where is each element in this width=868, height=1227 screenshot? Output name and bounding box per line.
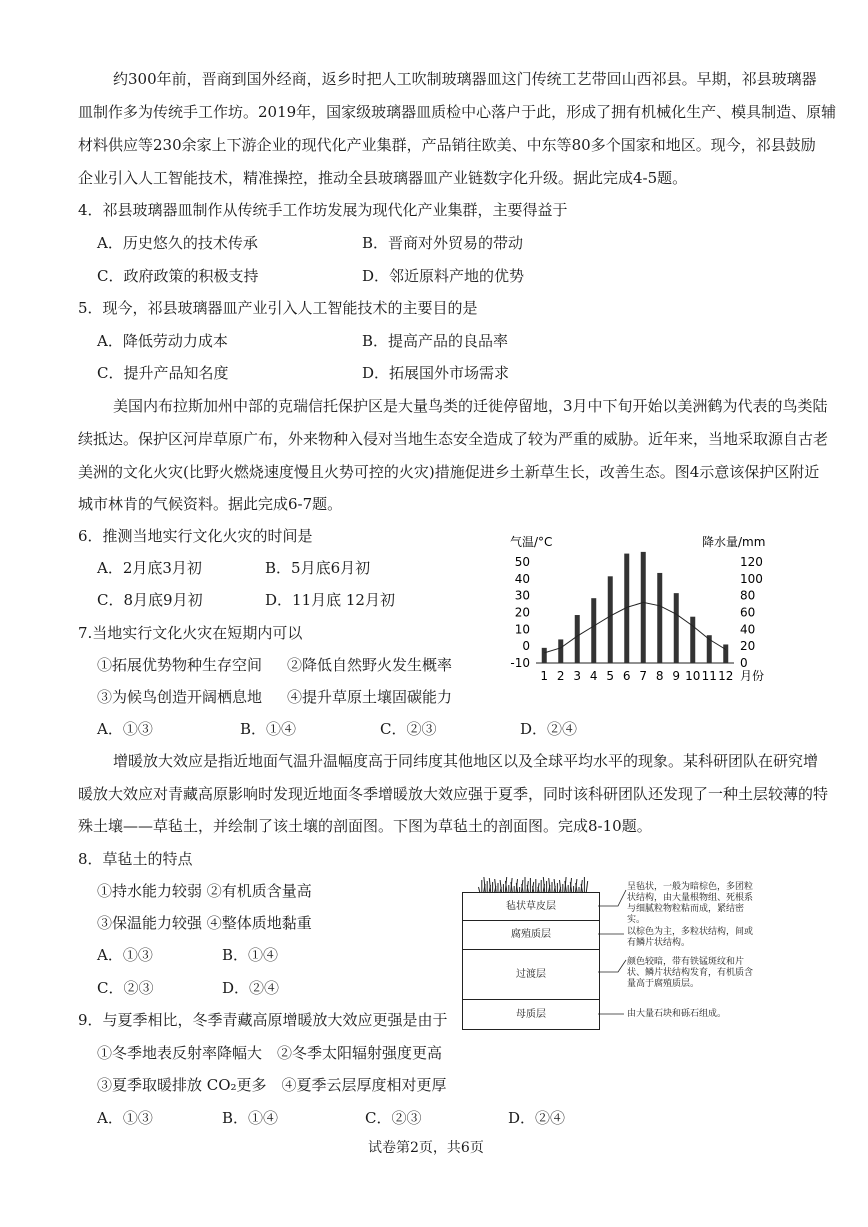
soil-note-turf: 呈毡状，一般为暗棕色，多团粒状结构，由大量根物组、死根系与细腻粒物粒粘而成，紧结密实。 (627, 882, 754, 925)
month-label: 9 (672, 669, 681, 683)
month-label: 6 (622, 669, 631, 683)
q6-option-d[interactable]: D．11月底 12月初 (265, 591, 395, 609)
month-label: 8 (655, 669, 664, 683)
q8-option-d[interactable]: D．②④ (222, 979, 280, 997)
q8-option-b[interactable]: B．①④ (222, 946, 279, 964)
q4-option-a[interactable]: A．历史悠久的技术传承 (97, 234, 258, 252)
precip-bar-12 (723, 644, 728, 663)
precip-bar-8 (657, 573, 662, 663)
q9-option-b[interactable]: B．①④ (222, 1109, 279, 1127)
precip-bar-4 (591, 598, 596, 663)
q4-option-c[interactable]: C．政府政策的积极支持 (97, 267, 259, 285)
q5-option-c[interactable]: C．提升产品知名度 (97, 364, 229, 382)
month-label: 7 (639, 669, 648, 683)
month-label: 1 (540, 669, 549, 683)
q8-statements-3-4: ③保温能力较强 ④整体质地黏重 (97, 914, 312, 932)
q7-statement-2: ②降低自然野火发生概率 (287, 656, 453, 674)
month-label: 3 (573, 669, 582, 683)
temp-tick-label: 50 (514, 555, 530, 569)
q9-stem: 9．与夏季相比，冬季青藏高原增暖放大效应更强是由于 (78, 1011, 448, 1029)
q7-statement-3: ③为候鸟创造开阔栖息地 (97, 688, 263, 706)
precip-tick-label: 60 (740, 605, 756, 620)
passage1-line4: 企业引入人工智能技术，精准操控，推动全县玻璃器皿产业链数字化升级。据此完成4-5题。 (78, 169, 688, 187)
soil-layer-humus: 腐殖质层 (463, 921, 599, 950)
q5-option-b[interactable]: B．提高产品的良品率 (362, 332, 509, 350)
q7-option-b[interactable]: B．①④ (240, 720, 297, 738)
precip-tick-label: 0 (740, 656, 748, 670)
precip-bar-5 (608, 576, 613, 663)
passage1-line2: 皿制作多为传统手工作坊。2019年，国家级玻璃器皿质检中心落户于此，形成了拥有机械化生产、模具制造、原辅 (78, 103, 837, 121)
temp-tick-label: 30 (514, 588, 530, 603)
q4-stem: 4．祁县玻璃器皿制作从传统手工作坊发展为现代化产业集群，主要得益于 (78, 201, 568, 219)
soil-layer-transition: 过渡层 (463, 950, 599, 1000)
q8-option-c[interactable]: C．②③ (97, 979, 154, 997)
temp-tick-label: 0 (522, 639, 530, 654)
temp-axis-label: 气温/°C (510, 535, 553, 549)
soil-profile-diagram (462, 872, 762, 1032)
q7-option-c[interactable]: C．②③ (380, 720, 437, 738)
precip-bar-9 (674, 593, 679, 663)
passage2-line1: 美国内布拉斯加州中部的克瑞信托保护区是大量鸟类的迁徙停留地，3月中下旬开始以美洲鹤为代表的鸟类陆 (113, 397, 828, 415)
soil-layer-turf: 毡状草皮层 (463, 893, 599, 921)
q9-option-a[interactable]: A．①③ (97, 1109, 153, 1127)
q5-option-a[interactable]: A．降低劳动力成本 (97, 332, 228, 350)
q7-statement-1: ①拓展优势物种生存空间 (97, 656, 263, 674)
q8-stem: 8．草毡土的特点 (78, 850, 193, 868)
temp-tick-label: 20 (514, 605, 530, 620)
passage2-line4: 城市林肯的气候资料。据此完成6-7题。 (78, 495, 343, 513)
precip-tick-label: 100 (740, 571, 763, 586)
month-label: 11 (701, 669, 717, 683)
passage1-line1: 约300年前，晋商到国外经商，返乡时把人工吹制玻璃器皿这门传统工艺带回山西祁县。早期，祁县玻璃器 (113, 70, 817, 88)
q7-stem: 7.当地实行文化火灾在短期内可以 (78, 624, 303, 642)
temp-tick-label: -10 (510, 656, 530, 670)
soil-note-parent: 由大量石块和砾石组成。 (627, 1009, 727, 1019)
q5-option-d[interactable]: D．拓展国外市场需求 (362, 364, 510, 382)
q6-option-a[interactable]: A．2月底3月初 (97, 559, 202, 577)
month-label: 5 (606, 669, 615, 683)
month-label: 2 (556, 669, 565, 683)
q9-statements-3-4: ③夏季取暖排放 CO₂更多 ④夏季云层厚度相对更厚 (97, 1076, 447, 1094)
q6-stem: 6．推测当地实行文化火灾的时间是 (78, 527, 313, 545)
precip-tick-label: 20 (740, 639, 756, 654)
q7-option-a[interactable]: A．①③ (97, 720, 153, 738)
temp-tick-label: 10 (514, 622, 530, 637)
climate-chart (500, 534, 790, 684)
q8-statements-1-2: ①持水能力较弱 ②有机质含量高 (97, 882, 312, 900)
soil-leader-lines (598, 872, 628, 1032)
temperature-curve (544, 602, 726, 653)
month-label: 12 (718, 669, 734, 683)
q9-option-c[interactable]: C．②③ (365, 1109, 422, 1127)
temp-tick-label: 40 (514, 571, 530, 586)
q7-statement-4: ④提升草原土壤固碳能力 (287, 688, 453, 706)
precip-bar-10 (690, 617, 695, 663)
passage3-line3: 殊土壤——草毡土，并绘制了该土壤的剖面图。下图为草毡土的剖面图。完成8-10题。 (78, 817, 652, 835)
q5-stem: 5．现今，祁县玻璃器皿产业引入人工智能技术的主要目的是 (78, 299, 478, 317)
q7-option-d[interactable]: D．②④ (520, 720, 578, 738)
precip-bar-1 (542, 648, 547, 663)
q9-option-d[interactable]: D．②④ (508, 1109, 566, 1127)
passage2-line2: 续抵达。保护区河岸草原广布，外来物种入侵对当地生态安全造成了较为严重的威胁。近年来，当地采取源自古老 (78, 430, 829, 448)
x-axis-unit: 月份 (740, 669, 765, 683)
month-label: 4 (589, 669, 598, 683)
passage1-line3: 材料供应等230余家上下游企业的现代化产业集群，产品销往欧美、中东等80多个国家和地区。现今，祁县鼓励 (78, 136, 816, 154)
soil-layer-parent: 母质层 (516, 1009, 546, 1020)
passage2-line3: 美洲的文化火灾(比野火燃烧速度慢且火势可控的火灾)措施促进乡土新草生长，改善生态。图4示意该保护区附近 (78, 463, 820, 481)
precip-tick-label: 80 (740, 588, 756, 603)
soil-note-humus: 以棕色为主，多粒状结构，间或有鳞片状结构。 (627, 927, 754, 948)
precip-tick-label: 40 (740, 622, 756, 637)
q9-statements-1-2: ①冬季地表反射率降幅大 ②冬季太阳辐射强度更高 (97, 1044, 443, 1062)
grass-icon (462, 872, 602, 894)
precip-axis-label: 降水量/mm (702, 535, 766, 549)
q8-option-a[interactable]: A．①③ (97, 946, 153, 964)
precip-bar-7 (641, 552, 646, 663)
month-label: 10 (685, 669, 701, 683)
passage3-line1: 增暖放大效应是指近地面气温升温幅度高于同纬度其他地区以及全球平均水平的现象。某科研团队在研究增 (113, 752, 819, 770)
soil-note-transition: 颜色较暗，带有铁锰斑纹和片状、鳞片状结构发育，有机质含量高于腐殖质层。 (627, 957, 754, 989)
passage3-line2: 暖放大效应对青藏高原影响时发现近地面冬季增暖放大效应强于夏季，同时该科研团队还发现了一种土层较薄的特 (78, 785, 829, 803)
precip-bar-3 (575, 615, 580, 663)
q6-option-b[interactable]: B．5月底6月初 (265, 559, 371, 577)
page-footer: 试卷第2页，共6页 (368, 1140, 484, 1156)
precip-bar-2 (558, 639, 563, 663)
q4-option-d[interactable]: D．邻近原料产地的优势 (362, 267, 525, 285)
precip-tick-label: 120 (740, 555, 763, 569)
q4-option-b[interactable]: B．晋商对外贸易的带动 (362, 234, 524, 252)
q6-option-c[interactable]: C．8月底9月初 (97, 591, 203, 609)
